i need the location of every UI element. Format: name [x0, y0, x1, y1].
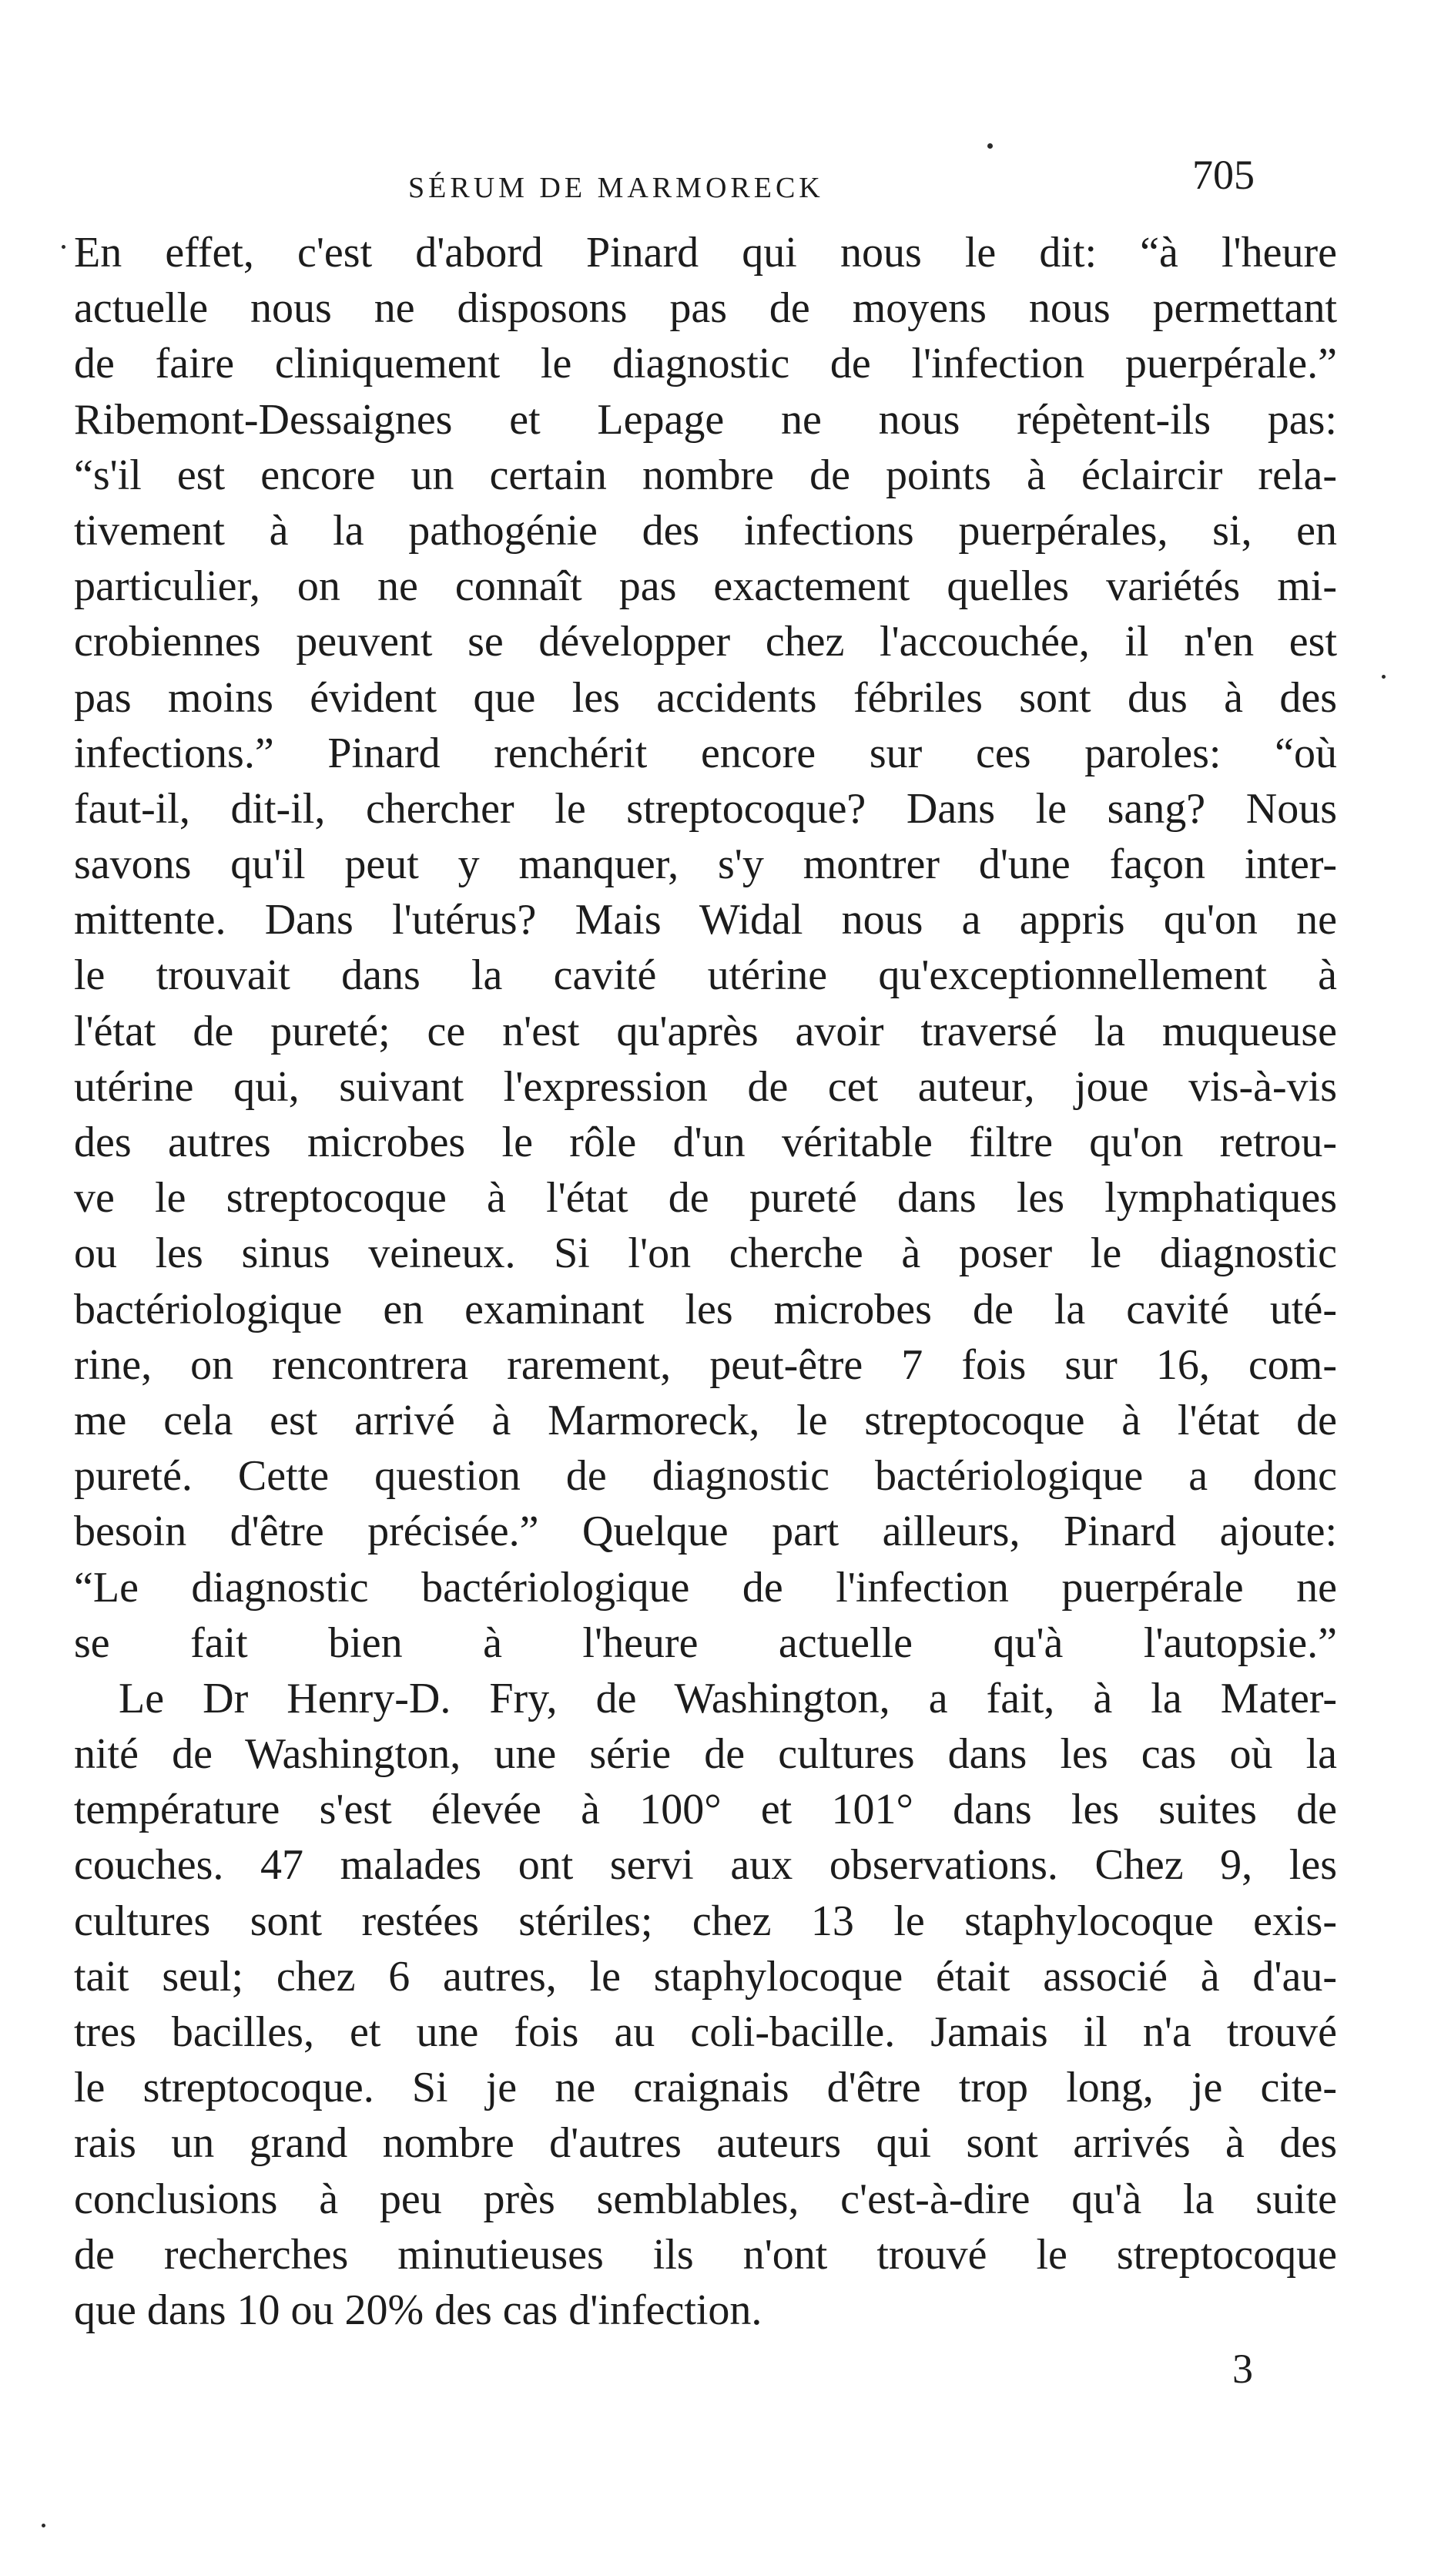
paragraph-start-line: Le Dr Henry-D. Fry, de Washington, a fait, à la Mater-	[119, 1674, 1337, 1722]
text-line: pureté. Cette question de diagnostic bactériologique a donc	[74, 1452, 1337, 1501]
text-line: bactériologique en examinant les microbes de la cavité uté-	[74, 1285, 1337, 1333]
scan-speck	[987, 143, 993, 149]
text-line: tivement à la pathogénie des infections puerpérales, si, en	[74, 506, 1337, 555]
text-line: particulier, on ne connaît pas exactement quelles variétés mi-	[74, 562, 1337, 611]
text-line: “Le diagnostic bactériologique de l'infection puerpérale ne	[74, 1563, 1337, 1612]
text-line: faut-il, dit-il, chercher le streptocoque? Dans le sang? Nous	[74, 784, 1337, 833]
scan-speck	[42, 2524, 45, 2527]
text-line: tres bacilles, et une fois au coli-bacille. Jamais il n'a trouvé	[74, 2008, 1337, 2056]
text-line: besoin d'être précisée.” Quelque part ailleurs, Pinard ajoute:	[74, 1508, 1337, 1556]
text-line: le streptocoque. Si je ne craignais d'être trop long, je cite-	[74, 2064, 1337, 2112]
text-line: me cela est arrivé à Marmoreck, le streptocoque à l'état de	[74, 1396, 1337, 1444]
text-line: que dans 10 ou 20% des cas d'infection.	[74, 2286, 762, 2334]
text-line: l'état de pureté; ce n'est qu'après avoir traversé la muqueuse	[74, 1007, 1337, 1055]
text-line: rine, on rencontrera rarement, peut-être 7 fois sur 16, com-	[74, 1340, 1337, 1389]
text-line: savons qu'il peut y manquer, s'y montrer d'une façon inter-	[74, 840, 1337, 889]
text-line: de recherches minutieuses ils n'ont trouvé le streptocoque	[74, 2230, 1337, 2279]
text-line: se fait bien à l'heure actuelle qu'à l'autopsie.”	[74, 1618, 1337, 1667]
text-line: rais un grand nombre d'autres auteurs qui sont arrivés à des	[74, 2119, 1337, 2168]
text-line: des autres microbes le rôle d'un véritable filtre qu'on retrou-	[74, 1119, 1337, 1166]
body-text	[74, 225, 1337, 2338]
text-line: cultures sont restées stériles; chez 13 le staphylocoque exis-	[74, 1897, 1337, 1945]
running-title: SÉRUM DE MARMORECK	[408, 172, 824, 204]
signature-mark: 3	[1232, 2346, 1253, 2392]
text-line: infections.” Pinard renchérit encore sur ces paroles: “où	[74, 729, 1337, 777]
text-line: “s'il est encore un certain nombre de points à éclaircir rela-	[74, 451, 1337, 499]
text-line: En effet, c'est d'abord Pinard qui nous le dit: “à l'heure	[74, 229, 1337, 277]
text-line: crobiennes peuvent se développer chez l'accouchée, il n'en est	[74, 618, 1337, 666]
text-line: le trouvait dans la cavité utérine qu'exceptionnellement à	[74, 951, 1337, 1000]
text-line: de faire cliniquement le diagnostic de l'infection puerpérale.”	[74, 340, 1337, 388]
text-line: ve le streptocoque à l'état de pureté dans les lymphatiques	[74, 1174, 1337, 1223]
scan-speck	[1382, 675, 1386, 679]
text-line: mittente. Dans l'utérus? Mais Widal nous a appris qu'on ne	[74, 896, 1337, 944]
text-line: actuelle nous ne disposons pas de moyens nous permettant	[74, 284, 1337, 333]
text-line: couches. 47 malades ont servi aux observations. Chez 9, les	[74, 1841, 1337, 1890]
page-number: 705	[1192, 152, 1255, 198]
text-line: ou les sinus veineux. Si l'on cherche à poser le diagnostic	[74, 1229, 1337, 1278]
text-line: tait seul; chez 6 autres, le staphylocoque était associé à d'au-	[74, 1952, 1337, 2001]
text-line: nité de Washington, une série de cultures dans les cas où la	[74, 1730, 1337, 1779]
text-line: Ribemont-Dessaignes et Lepage ne nous répètent-ils pas:	[74, 395, 1337, 444]
text-line: conclusions à peu près semblables, c'est-à-dire qu'à la suite	[74, 2175, 1337, 2223]
text-line: pas moins évident que les accidents fébriles sont dus à des	[74, 673, 1337, 722]
scan-speck	[62, 245, 65, 249]
text-line: utérine qui, suivant l'expression de cet auteur, joue vis-à-vis	[74, 1062, 1337, 1111]
text-line: température s'est élevée à 100° et 101° dans les suites de	[74, 1786, 1337, 1834]
